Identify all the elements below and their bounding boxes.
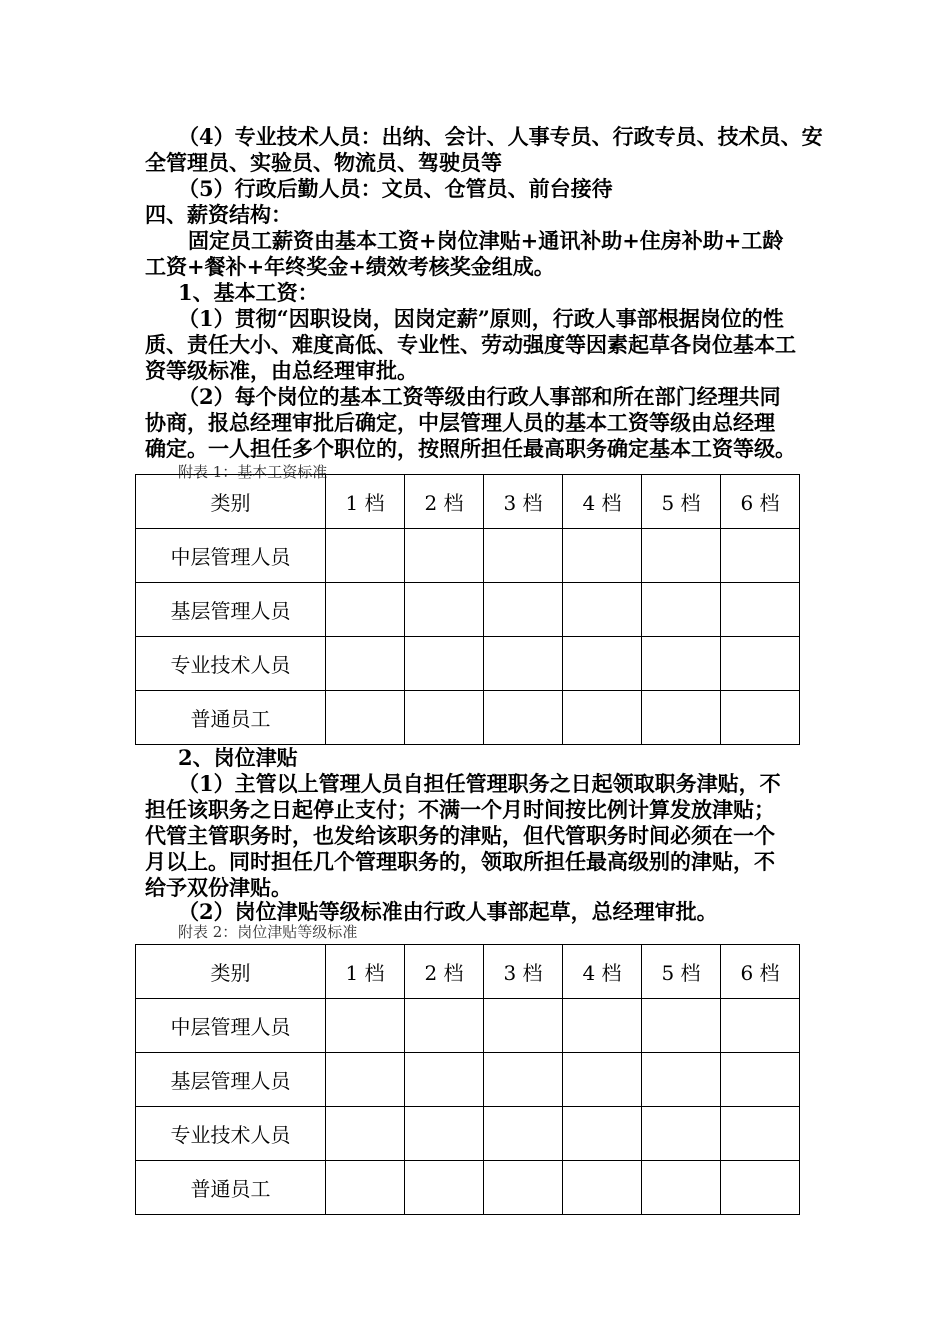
table-row	[136, 1053, 800, 1107]
table-caption: 附表 1：基本工资标准	[178, 463, 328, 481]
header-cell: 1 档	[326, 945, 405, 999]
table-header-row	[136, 945, 800, 999]
empty-cell	[563, 1053, 642, 1107]
row-label: 基层管理人员	[136, 1053, 326, 1107]
empty-cell	[405, 999, 484, 1053]
empty-cell	[484, 583, 563, 637]
empty-cell	[642, 529, 721, 583]
empty-cell	[721, 637, 800, 691]
header-cell: 4 档	[563, 475, 642, 529]
empty-cell	[405, 1053, 484, 1107]
empty-cell	[721, 999, 800, 1053]
row-label: 专业技术人员	[136, 1107, 326, 1161]
paragraph-line: （1）贯彻“因职设岗，因岗定薪”原则，行政人事部根据岗位的性	[178, 306, 784, 331]
empty-cell	[563, 583, 642, 637]
paragraph-line: 固定员工薪资由基本工资+岗位津贴+通讯补助+住房补助+工龄	[188, 228, 784, 253]
empty-cell	[405, 1161, 484, 1215]
empty-cell	[405, 583, 484, 637]
header-cell: 类别	[136, 475, 326, 529]
section-heading: 四、薪资结构：	[145, 202, 292, 227]
paragraph-line: （1）主管以上管理人员自担任管理职务之日起领取职务津贴，不	[178, 771, 781, 796]
empty-cell	[721, 529, 800, 583]
header-cell: 2 档	[405, 475, 484, 529]
empty-cell	[405, 637, 484, 691]
header-cell: 2 档	[405, 945, 484, 999]
empty-cell	[721, 691, 800, 745]
table-row	[136, 691, 800, 745]
header-cell: 6 档	[721, 475, 800, 529]
header-cell: 3 档	[484, 945, 563, 999]
empty-cell	[642, 1107, 721, 1161]
empty-cell	[642, 1053, 721, 1107]
table-row	[136, 529, 800, 583]
post-allowance-table	[135, 944, 800, 1215]
empty-cell	[563, 637, 642, 691]
empty-cell	[642, 999, 721, 1053]
paragraph-line: 确定。一人担任多个职位的，按照所担任最高职务确定基本工资等级。	[145, 436, 796, 461]
empty-cell	[563, 999, 642, 1053]
table-row	[136, 1161, 800, 1215]
empty-cell	[405, 691, 484, 745]
empty-cell	[326, 999, 405, 1053]
paragraph-line: 资等级标准，由总经理审批。	[145, 358, 418, 383]
paragraph-line: 全管理员、实验员、物流员、驾驶员等	[145, 150, 502, 175]
header-cell: 3 档	[484, 475, 563, 529]
empty-cell	[326, 637, 405, 691]
empty-cell	[326, 1161, 405, 1215]
paragraph-line: 担任该职务之日起停止支付；不满一个月时间按比例计算发放津贴；	[145, 797, 775, 822]
empty-cell	[484, 1107, 563, 1161]
paragraph-line: （2）岗位津贴等级标准由行政人事部起草，总经理审批。	[178, 899, 718, 924]
empty-cell	[721, 1107, 800, 1161]
row-label: 中层管理人员	[136, 999, 326, 1053]
paragraph-line: （4）专业技术人员：出纳、会计、人事专员、行政专员、技术员、安	[178, 124, 823, 149]
empty-cell	[642, 691, 721, 745]
paragraph-line: 工资+餐补+年终奖金+绩效考核奖金组成。	[145, 254, 555, 279]
header-cell: 4 档	[563, 945, 642, 999]
paragraph-line: （5）行政后勤人员：文员、仓管员、前台接待	[178, 176, 613, 201]
row-label: 中层管理人员	[136, 529, 326, 583]
table-caption: 附表 2：岗位津贴等级标准	[178, 923, 358, 941]
paragraph-line: 协商，报总经理审批后确定，中层管理人员的基本工资等级由总经理	[145, 410, 775, 435]
table-row	[136, 1107, 800, 1161]
row-label: 普通员工	[136, 1161, 326, 1215]
empty-cell	[563, 529, 642, 583]
table-header-row	[136, 475, 800, 529]
paragraph-line: 给予双份津贴。	[145, 875, 292, 900]
empty-cell	[484, 637, 563, 691]
paragraph-line: 代管主管职务时，也发给该职务的津贴，但代管职务时间必须在一个	[145, 823, 775, 848]
empty-cell	[721, 583, 800, 637]
subsection-heading: 1、基本工资：	[178, 280, 319, 305]
empty-cell	[563, 1107, 642, 1161]
empty-cell	[484, 691, 563, 745]
header-cell: 类别	[136, 945, 326, 999]
paragraph-line: （2）每个岗位的基本工资等级由行政人事部和所在部门经理共同	[178, 384, 781, 409]
empty-cell	[484, 1161, 563, 1215]
header-cell: 5 档	[642, 475, 721, 529]
empty-cell	[326, 529, 405, 583]
empty-cell	[484, 999, 563, 1053]
empty-cell	[484, 529, 563, 583]
table-row	[136, 637, 800, 691]
paragraph-line: 质、责任大小、难度高低、专业性、劳动强度等因素起草各岗位基本工	[145, 332, 796, 357]
basic-salary-table	[135, 474, 800, 745]
empty-cell	[326, 691, 405, 745]
row-label: 基层管理人员	[136, 583, 326, 637]
empty-cell	[326, 1107, 405, 1161]
empty-cell	[563, 1161, 642, 1215]
empty-cell	[721, 1053, 800, 1107]
empty-cell	[326, 583, 405, 637]
row-label: 普通员工	[136, 691, 326, 745]
empty-cell	[405, 1107, 484, 1161]
empty-cell	[642, 1161, 721, 1215]
table-row	[136, 583, 800, 637]
header-cell: 5 档	[642, 945, 721, 999]
table-row	[136, 999, 800, 1053]
empty-cell	[642, 637, 721, 691]
header-cell: 1 档	[326, 475, 405, 529]
empty-cell	[642, 583, 721, 637]
empty-cell	[484, 1053, 563, 1107]
header-cell: 6 档	[721, 945, 800, 999]
row-label: 专业技术人员	[136, 637, 326, 691]
empty-cell	[405, 529, 484, 583]
empty-cell	[326, 1053, 405, 1107]
empty-cell	[563, 691, 642, 745]
subsection-heading: 2、岗位津贴	[178, 745, 298, 770]
paragraph-line: 月以上。同时担任几个管理职务的，领取所担任最高级别的津贴，不	[145, 849, 775, 874]
empty-cell	[721, 1161, 800, 1215]
